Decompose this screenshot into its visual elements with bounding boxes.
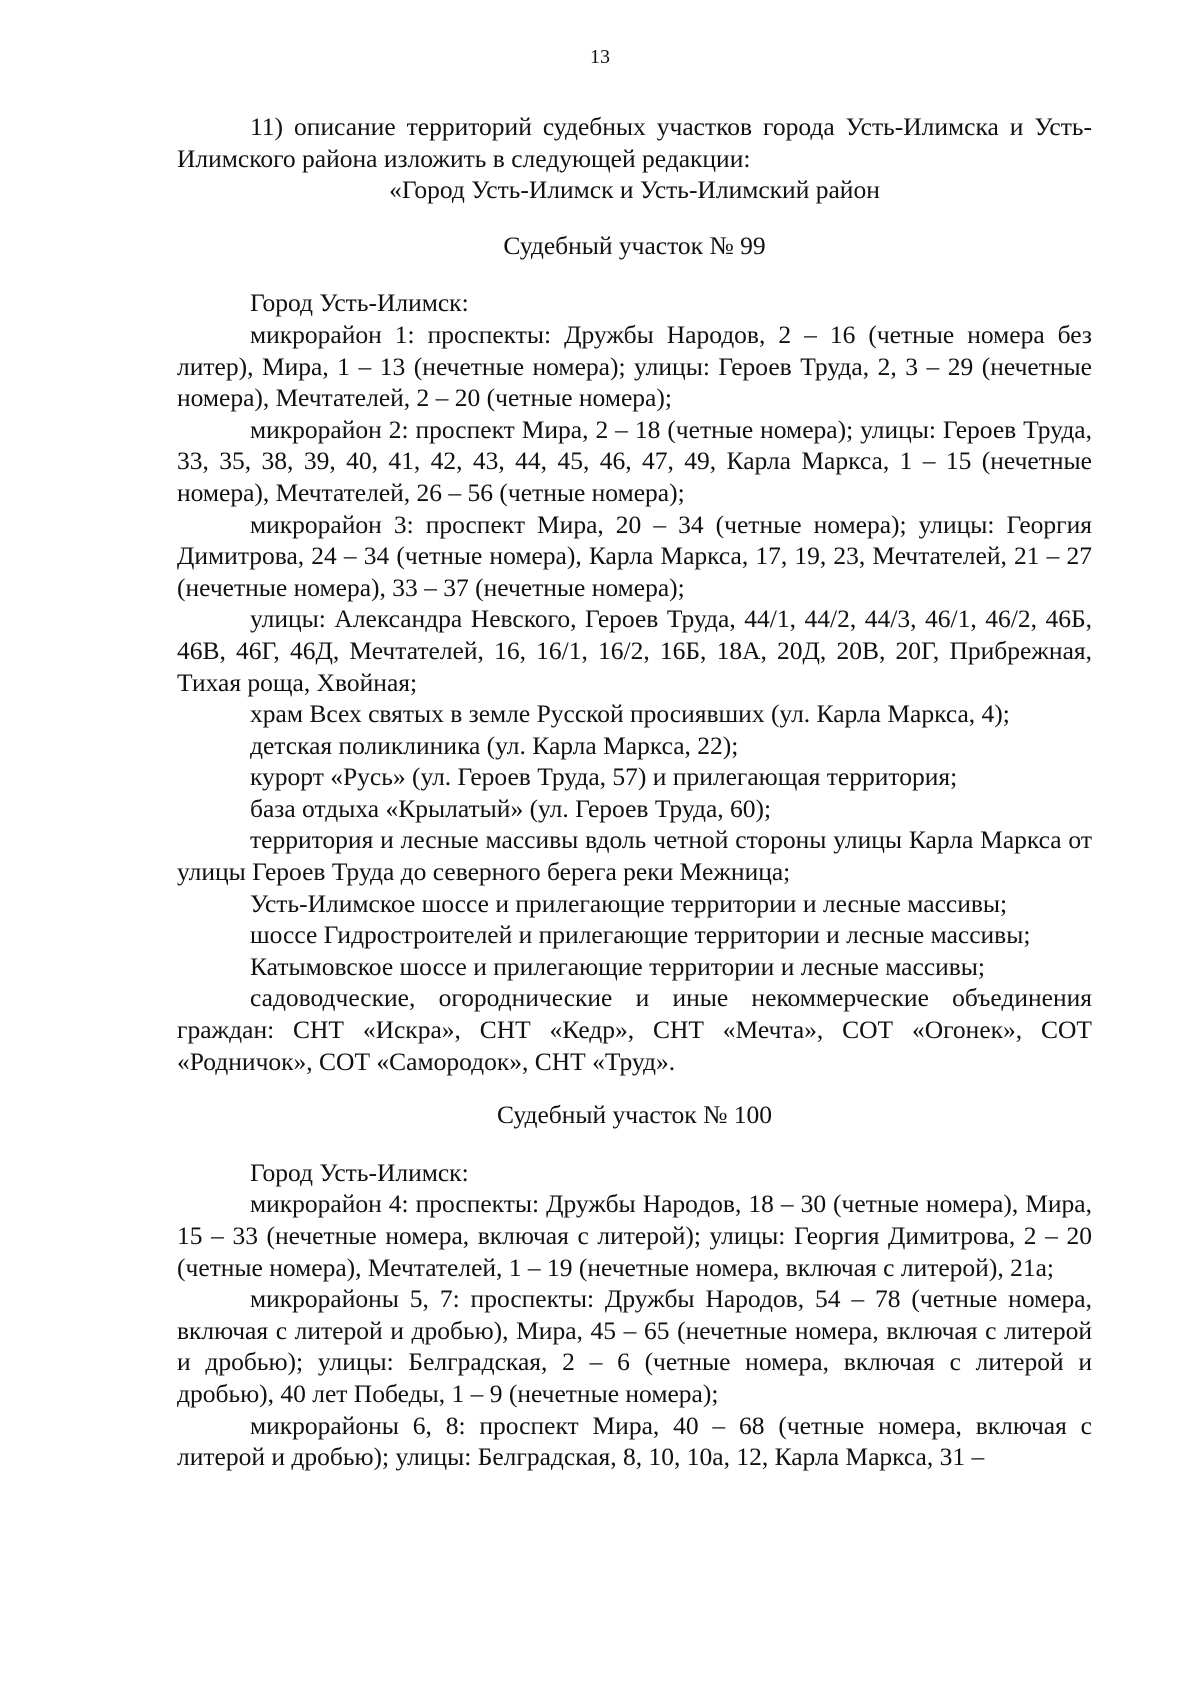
section-99-paragraph: Город Усть-Илимск:	[250, 288, 469, 318]
document-body	[177, 111, 1092, 1473]
section-99-paragraph: микрорайон 2: проспект Мира, 2 – 18 (четные номера); улицы: Героев Труда, 33, 35, 38, 39, 40, 41, 42, 43, 44, 45, 46, 47, 49, Карла Маркса, 1 – 15 (нечетные номера), Мечтателей, 26 – 56 (четные номера);	[177, 414, 1092, 507]
section-99-paragraph: микрорайон 3: проспект Мира, 20 – 34 (четные номера); улицы: Георгия Димитрова, 24 – 34 (четные номера), Карла Маркса, 17, 19, 23, Мечтателей, 21 – 27 (нечетные номера), 33 – 37 (нечетные номера);	[177, 509, 1092, 602]
section-99-paragraph: территория и лесные массивы вдоль четной стороны улицы Карла Маркса от улицы Героев Труда до северного берега реки Межница;	[177, 825, 1092, 887]
section-99-paragraph: Катымовское шоссе и прилегающие территории и лесные массивы;	[250, 951, 986, 981]
section-99-paragraph: улицы: Александра Невского, Героев Труда, 44/1, 44/2, 44/3, 46/1, 46/2, 46Б, 46В, 46Г, 46Д, Мечтателей, 16, 16/1, 16/2, 16Б, 18А, 20Д, 20В, 20Г, Прибрежная, Тихая роща, Хвойная;	[177, 604, 1092, 697]
section-100-paragraph: микрорайоны 6, 8: проспект Мира, 40 – 68 (четные номера, включая с литерой и дробью); улицы: Белградская, 8, 10, 10а, 12, Карла Маркса, 31 –	[177, 1410, 1092, 1472]
page-number: 13	[590, 46, 610, 68]
section-99-paragraph: шоссе Гидростроителей и прилегающие территории и лесные массивы;	[250, 920, 1031, 950]
section-99-paragraph: детская поликлиника (ул. Карла Маркса, 22);	[250, 730, 739, 760]
section-99-paragraph: микрорайон 1: проспекты: Дружбы Народов, 2 – 16 (четные номера без литер), Мира, 1 – 13 (нечетные номера); улицы: Героев Труда, 2, 3 – 29 (нечетные номера), Мечтателей, 2 – 20 (четные номера);	[177, 319, 1092, 413]
section-100-paragraph: микрорайон 4: проспекты: Дружбы Народов, 18 – 30 (четные номера), Мира, 15 – 33 (нечетные номера, включая с литерой); улицы: Георгия Димитрова, 2 – 20 (четные номера), Мечтателей, 1 – 19 (нечетные номера, включая с литерой), 21а;	[177, 1189, 1092, 1282]
section-100-paragraph: Город Усть-Илимск:	[250, 1157, 469, 1187]
intro-paragraph: 11) описание территорий судебных участков города Усть-Илимска и Усть-Илимского района изложить в следующей редакции:	[177, 112, 1092, 173]
section-heading-100: Судебный участок № 100	[496, 1100, 773, 1130]
section-99-paragraph: храм Всех святых в земле Русской просиявших (ул. Карла Маркса, 4);	[250, 699, 1010, 729]
intro-title: «Город Усть-Илимск и Усть-Илимский район	[389, 175, 880, 205]
section-heading-99: Судебный участок № 99	[503, 230, 766, 260]
section-99-paragraph: Усть-Илимское шоссе и прилегающие территории и лесные массивы;	[250, 888, 1008, 918]
section-100-paragraph: микрорайоны 5, 7: проспекты: Дружбы Народов, 54 – 78 (четные номера, включая с литерой и дробью), Мира, 45 – 65 (нечетные номера, включая с литерой и дробью); улицы: Белградская, 2 – 6 (четные номера, включая с литерой и дробью), 40 лет Победы, 1 – 9 (нечетные номера);	[177, 1284, 1092, 1408]
section-99-paragraph: курорт «Русь» (ул. Героев Труда, 57) и прилегающая территория;	[250, 762, 958, 792]
section-99-paragraph: база отдыха «Крылатый» (ул. Героев Труда, 60);	[250, 793, 772, 823]
section-99-paragraph: садоводческие, огороднические и иные некоммерческие объединения граждан: СНТ «Искра», СНТ «Кедр», СНТ «Мечта», СОТ «Огонек», СОТ «Родничок», СОТ «Самородок», СНТ «Труд».	[177, 983, 1092, 1076]
